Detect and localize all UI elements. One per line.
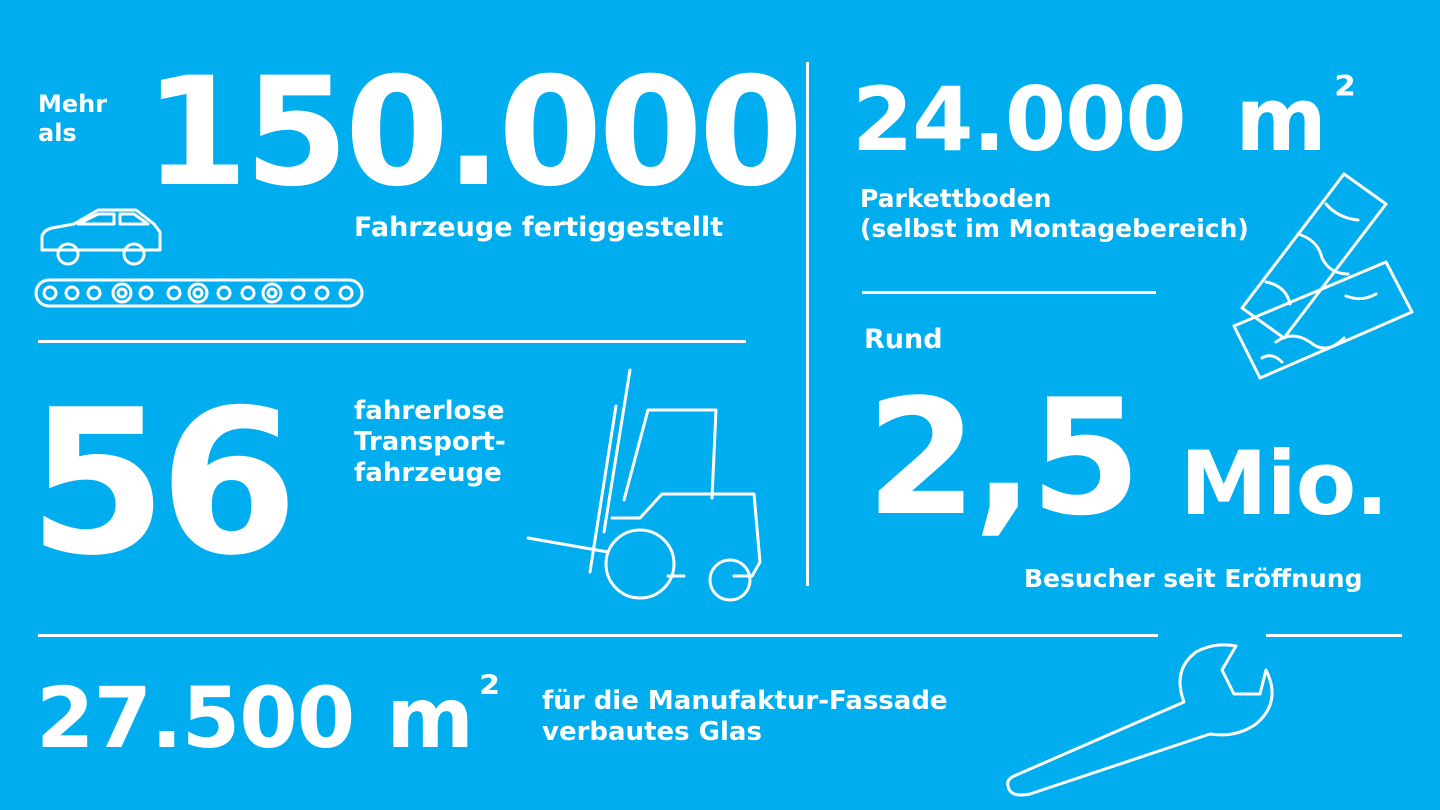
vertical-divider (806, 62, 809, 586)
parquet-planks-icon (1226, 170, 1426, 386)
visitors-prefix: Rund (864, 324, 943, 355)
parquet-caption: Parkettboden (selbst im Montagebereich) (860, 184, 1249, 243)
parquet-number: 24.000 m $^{^2}$ (852, 66, 1355, 171)
vehicles-number: 150.000 (144, 46, 800, 220)
vehicles-caption: Fahrzeuge fertiggestellt (354, 212, 724, 243)
forklift-icon (520, 366, 770, 606)
divider-bottom-left (38, 634, 1158, 637)
visitors-unit: Mio. (1180, 432, 1388, 535)
vehicles-prefix: Mehr als (38, 90, 108, 147)
visitors-number: 2,5 (866, 364, 1138, 551)
agv-caption: fahrerlose Transport- fahrzeuge (354, 396, 506, 489)
agv-number: 56 (28, 367, 291, 600)
car-on-conveyor-icon (34, 206, 374, 312)
divider-right-middle (862, 291, 1156, 294)
glass-caption: für die Manufaktur-Fassade verbautes Glas (542, 686, 948, 748)
visitors-caption: Besucher seit Eröffnung (1024, 564, 1363, 593)
divider-left-middle (38, 340, 746, 343)
wrench-icon (1000, 640, 1276, 800)
divider-bottom-right (1266, 634, 1402, 637)
glass-number: 27.500 m $^{^2}$ (36, 666, 499, 767)
